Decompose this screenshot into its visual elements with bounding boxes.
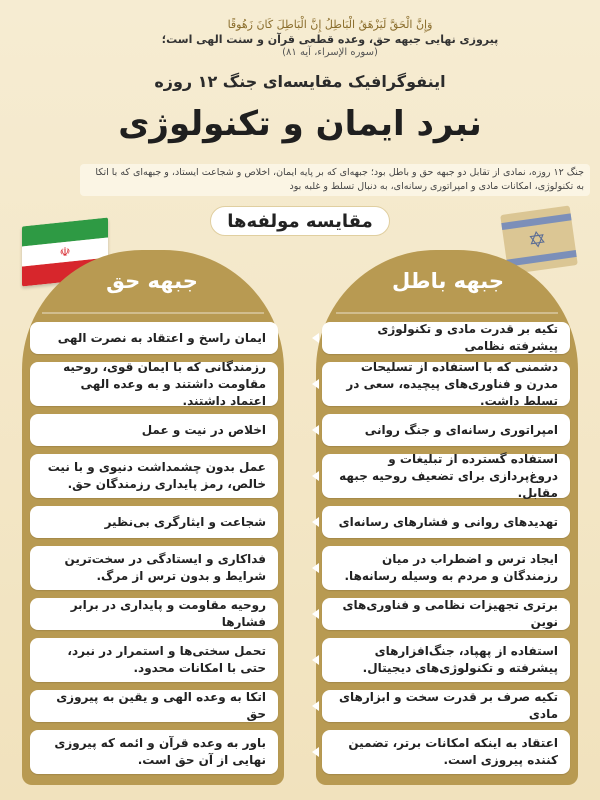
left-item: اخلاص در نیت و عمل: [30, 414, 278, 446]
right-item: تکیه صرف بر قدرت سخت و ابزارهای مادی: [322, 690, 570, 722]
pointer-arrow-icon: [312, 517, 319, 527]
right-item: امپراتوری رسانه‌ای و جنگ روانی: [322, 414, 570, 446]
falsehood-divider: [336, 312, 558, 314]
verse-reference: (سوره الإسراء، آیه ۸۱): [282, 47, 378, 58]
truth-divider: [42, 312, 264, 314]
right-item: برتری تجهیزات نظامی و فناوری‌های نوین: [322, 598, 570, 630]
left-item: تحمل سختی‌ها و استمرار در نبرد، حتی با امکانات محدود.: [30, 638, 278, 682]
pointer-arrow-icon: [312, 379, 319, 389]
right-item: دشمنی که با استفاده از تسلیحات مدرن و فناوری‌های پیچیده، سعی در تسلط داشت.: [322, 362, 570, 406]
left-item: فداکاری و ایستادگی در سخت‌ترین شرایط و بدون ترس از مرگ.: [30, 546, 278, 590]
left-item: شجاعت و ایثارگری بی‌نظیر: [30, 506, 278, 538]
quran-verse-block: [120, 18, 540, 58]
right-item: ایجاد ترس و اضطراب در میان رزمندگان و مردم به وسیله رسانه‌ها.: [322, 546, 570, 590]
right-item: تکیه بر قدرت مادی و تکنولوژی پیشرفته نظامی: [322, 322, 570, 354]
intro-paragraph: جنگ ۱۲ روزه، نمادی از تقابل دو جبهه حق و باطل بود؛ جبهه‌ای که بر پایه ایمان، اخلاص و شجاعت ایستاد، و جبهه‌ای که با اتکا به تکنولوژی، امکانات مادی و امپراتوری رسانه‌ای، به دنبال تسلط و غلبه بود: [80, 164, 590, 196]
left-item: روحیه مقاومت و پایداری در برابر فشارها: [30, 598, 278, 630]
pointer-arrow-icon: [312, 563, 319, 573]
left-item: رزمندگانی که با ایمان قوی، روحیه مقاومت داشتند و به وعده الهی اعتماد داشتند.: [30, 362, 278, 406]
left-item: اتکا به وعده الهی و یقین به پیروزی حق: [30, 690, 278, 722]
pointer-arrow-icon: [312, 747, 319, 757]
left-item: عمل بدون چشمداشت دنیوی و با نیت خالص، رمز پایداری رزمندگان حق.: [30, 454, 278, 498]
right-item: تهدیدهای روانی و فشارهای رسانه‌ای: [322, 506, 570, 538]
infographic-title: نبرد ایمان و تکنولوژی: [118, 104, 482, 144]
left-item: باور به وعده قرآن و ائمه که پیروزی نهایی از آن حق است.: [30, 730, 278, 774]
pointer-arrow-icon: [312, 471, 319, 481]
verse-arabic: وَإِنَّ الْحَقَّ لَيَزْهَقُ الْبَاطِلُ إِنَّ الْبَاطِلَ كَانَ زَهُوقًا: [227, 18, 433, 31]
pointer-arrow-icon: [312, 609, 319, 619]
infographic-subtitle: اینفوگرافیک مقایسه‌ای جنگ ۱۲ روزه: [154, 72, 446, 91]
pointer-arrow-icon: [312, 655, 319, 665]
truth-column-title: جبهه حق: [106, 269, 198, 293]
right-item: اعتقاد به اینکه امکانات برتر، تضمین کننده پیروزی است.: [322, 730, 570, 774]
pointer-arrow-icon: [312, 425, 319, 435]
falsehood-column-title: جبهه باطل: [392, 269, 504, 293]
pointer-arrow-icon: [312, 333, 319, 343]
pointer-arrow-icon: [312, 701, 319, 711]
right-item: استفاده گسترده از تبلیغات و دروغ‌پردازی برای تضعیف روحیه جبهه مقابل.: [322, 454, 570, 498]
israel-flag-icon: ✡: [500, 205, 578, 274]
verse-translation: پیروزی نهایی جبهه حق، وعده قطعی قرآن و سنت الهی است؛: [161, 33, 499, 46]
left-item: ایمان راسخ و اعتقاد به نصرت الهی: [30, 322, 278, 354]
iran-flag-icon: ☫: [22, 217, 108, 286]
section-label: مقایسه مولفه‌ها: [210, 206, 390, 236]
right-item: استفاده از پهپاد، جنگ‌افزارهای پیشرفته و تکنولوژی‌های دیجیتال.: [322, 638, 570, 682]
